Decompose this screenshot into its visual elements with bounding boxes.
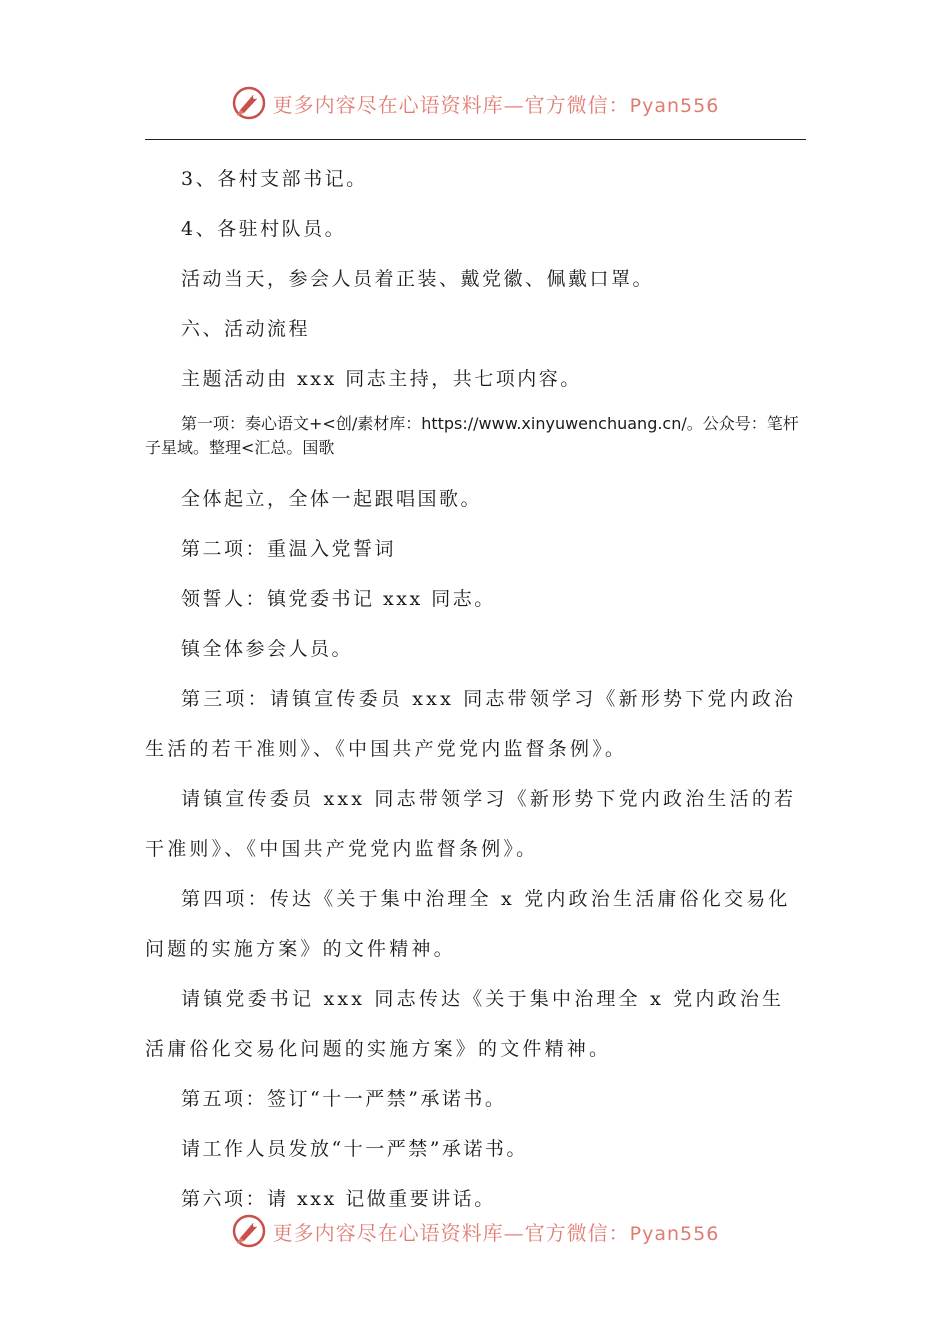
paragraph: 第一项：奏心语文+<创/素材库：https://www.xinyuwenchuang.cn/。公众号：笔杆子星域。整理<汇总。国歌 xyxy=(145,414,799,457)
paragraph: 请工作人员发放“十一严禁”承诺书。 xyxy=(181,1138,528,1160)
pen-logo-icon xyxy=(231,85,267,121)
paragraph: 4、各驻村队员。 xyxy=(181,218,347,240)
paragraph: 第二项：重温入党誓词 xyxy=(181,538,397,560)
paragraph: 第四项：传达《关于集中治理全 x 党内政治生活庸俗化交易化问题的实施方案》的文件精神。 xyxy=(145,888,791,960)
paragraph: 第六项：请 xxx 记做重要讲话。 xyxy=(181,1188,496,1210)
paragraph: 镇全体参会人员。 xyxy=(181,638,354,660)
document-body xyxy=(145,154,806,1224)
footer-banner-text: 更多内容尽在心语资料库—官方微信：Pyan556 xyxy=(272,1220,720,1245)
paragraph: 领誓人：镇党委书记 xxx 同志。 xyxy=(181,588,496,610)
paragraph: 第三项：请镇宣传委员 xxx 同志带领学习《新形势下党内政治生活的若干准则》、《中国共产党党内监督条例》。 xyxy=(145,688,797,760)
header-banner xyxy=(0,78,950,128)
section-heading: 六、活动流程 xyxy=(181,318,311,340)
paragraph: 全体起立，全体一起跟唱国歌。 xyxy=(181,488,483,510)
header-banner-text: 更多内容尽在心语资料库—官方微信：Pyan556 xyxy=(272,92,720,117)
paragraph: 活动当天，参会人员着正装、戴党徽、佩戴口罩。 xyxy=(181,268,655,290)
footer-banner xyxy=(0,1206,950,1256)
paragraph: 请镇党委书记 xxx 同志传达《关于集中治理全 x 党内政治生活庸俗化交易化问题的实施方案》的文件精神。 xyxy=(145,988,785,1060)
paragraph: 第五项：签订“十一严禁”承诺书。 xyxy=(181,1088,507,1110)
paragraph: 主题活动由 xxx 同志主持，共七项内容。 xyxy=(181,368,582,390)
paragraph: 3、各村支部书记。 xyxy=(181,168,368,190)
header-rule xyxy=(145,139,806,140)
pen-logo-icon xyxy=(231,1213,267,1249)
paragraph: 请镇宣传委员 xxx 同志带领学习《新形势下党内政治生活的若干准则》、《中国共产党党内监督条例》。 xyxy=(145,788,797,860)
